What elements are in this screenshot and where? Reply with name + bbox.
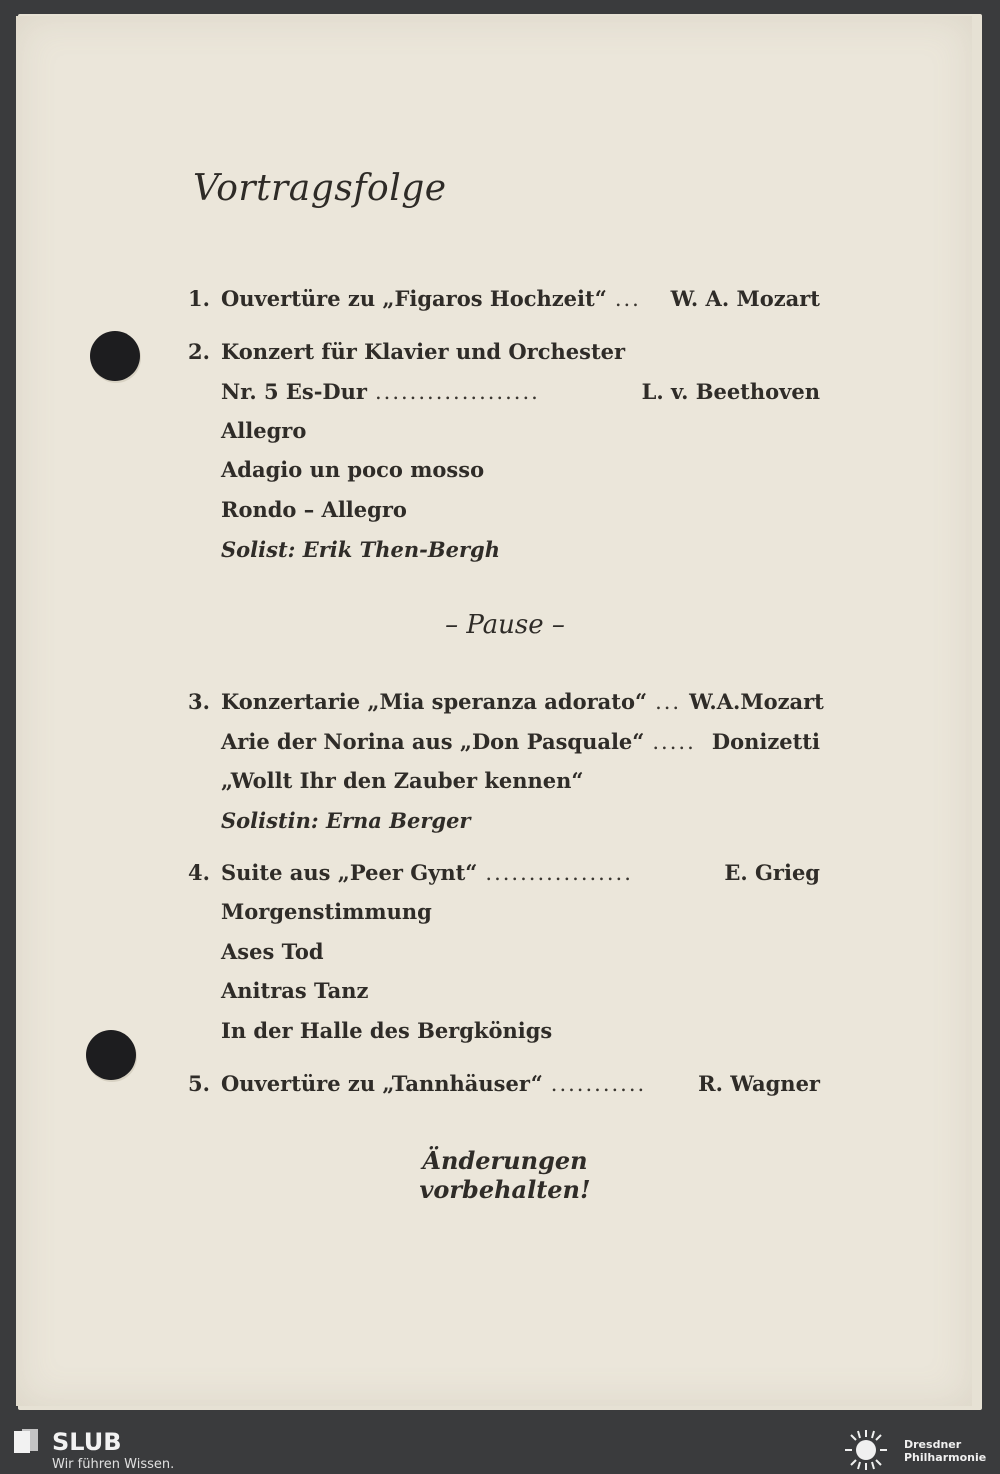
program-item-4 (188, 860, 820, 894)
changes-reserved-note: Änderungen vorbehalten! (419, 1146, 591, 1204)
item-title: Suite aus „Peer Gynt“ (221, 860, 478, 885)
program-item-2 (188, 339, 820, 373)
soloist-line: Solist: Erik Then-Bergh (221, 537, 500, 562)
dot-leader: ... (655, 690, 682, 714)
movement: Allegro (221, 418, 307, 443)
item-title: Konzert für Klavier und Orchester (221, 339, 626, 364)
item-number: 3. (188, 689, 210, 714)
program-title: Vortragsfolge (193, 168, 447, 209)
item-composer: L. v. Beethoven (641, 379, 820, 404)
item-title: Ouvertüre zu „Figaros Hochzeit“ (221, 286, 607, 311)
program-item-1 (188, 286, 820, 320)
dot-leader: ........... (550, 1072, 647, 1096)
movement: Adagio un poco mosso (221, 457, 485, 482)
movement: Rondo – Allegro (221, 497, 407, 522)
item-number: 2. (188, 339, 210, 364)
dot-leader: ..... (652, 730, 696, 754)
movement: Ases Tod (221, 939, 324, 964)
aria-title: „Wollt Ihr den Zauber kennen“ (221, 768, 584, 793)
philharmonie-sun-icon (842, 1428, 890, 1472)
slub-tagline: Wir führen Wissen. (52, 1457, 175, 1472)
item-number: 4. (188, 860, 210, 885)
movement: Anitras Tanz (221, 978, 369, 1003)
intermission: – Pause – (445, 610, 565, 640)
movement: Morgenstimmung (221, 899, 432, 924)
item-composer: R. Wagner (698, 1071, 820, 1096)
item-title: Ouvertüre zu „Tannhäuser“ (221, 1071, 543, 1096)
punch-hole-top (90, 331, 140, 381)
soloist-line: Solistin: Erna Berger (221, 808, 471, 833)
punch-hole-bottom (86, 1030, 136, 1080)
item-number: 1. (188, 286, 210, 311)
program-item-5 (188, 1071, 820, 1105)
slub-name[interactable]: SLUB (52, 1428, 122, 1456)
program-item-3-aria (221, 729, 820, 763)
program-item-3 (188, 689, 824, 723)
footer-bar (0, 1424, 1000, 1474)
philharmonie-name[interactable]: Dresdner Philharmonie (904, 1438, 987, 1464)
movement: In der Halle des Bergkönigs (221, 1018, 553, 1043)
program-item-2-detail (221, 379, 820, 413)
item-composer: W. A. Mozart (670, 286, 820, 311)
item-number: 5. (188, 1071, 210, 1096)
dot-leader: ................... (374, 380, 540, 404)
item-composer: Donizetti (711, 729, 820, 754)
item-composer: W.A.Mozart (689, 689, 824, 714)
item-title: Konzertarie „Mia speranza adorato“ (221, 689, 648, 714)
slub-logo-icon (12, 1429, 40, 1455)
item-subtitle: Arie der Norina aus „Don Pasquale“ (221, 729, 645, 754)
dot-leader: ... (614, 287, 641, 311)
item-subtitle: Nr. 5 Es-Dur (221, 379, 367, 404)
item-composer: E. Grieg (724, 860, 820, 885)
dot-leader: ................. (485, 861, 633, 885)
